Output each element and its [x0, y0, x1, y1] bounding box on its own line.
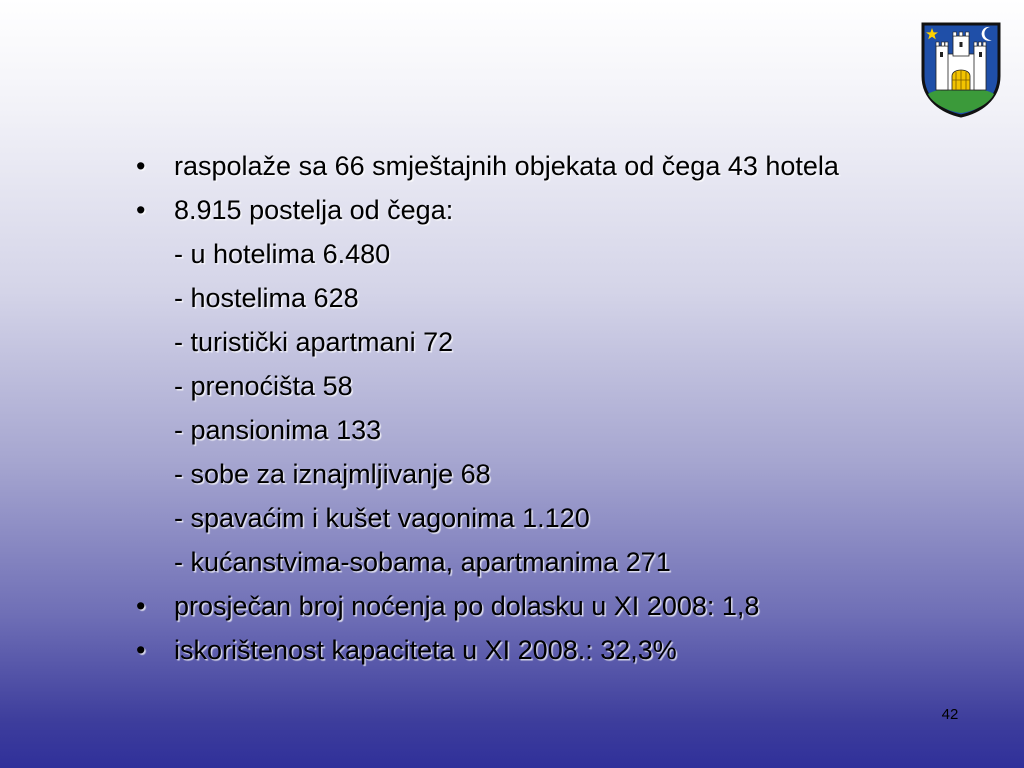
bullet-item: [136, 634, 976, 666]
coat-of-arms-icon: [919, 20, 1003, 118]
sub-item-text: - kućanstvima-sobama, apartmanima 271: [174, 547, 671, 577]
bullet-text: 8.915 postelja od čega:: [174, 195, 454, 225]
sub-item: [136, 414, 976, 446]
sub-item: [136, 370, 976, 402]
sub-item-text: - sobe za iznajmljivanje 68: [174, 459, 491, 489]
sub-item-text: - hostelima 628: [174, 283, 359, 313]
sub-item-text: - spavaćim i kušet vagonima 1.120: [174, 503, 590, 533]
sub-item: [136, 458, 976, 490]
bullet-marker: •: [136, 151, 146, 181]
bullet-text: raspolaže sa 66 smještajnih objekata od čega 43 hotela: [174, 151, 839, 181]
bullet-item: [136, 590, 976, 622]
bullet-item: [136, 194, 976, 226]
bullet-marker: •: [136, 195, 146, 225]
sub-item: [136, 326, 976, 358]
bullet-text: prosječan broj noćenja po dolasku u XI 2008: 1,8: [174, 591, 760, 621]
bullet-marker: •: [136, 635, 146, 665]
sub-item: [136, 238, 976, 270]
sub-item-text: - prenoćišta 58: [174, 371, 353, 401]
sub-item: [136, 282, 976, 314]
bullet-marker: •: [136, 591, 146, 621]
sub-item-text: - u hotelima 6.480: [174, 239, 391, 269]
bullet-text: iskorištenost kapaciteta u XI 2008.: 32,3%: [174, 635, 677, 665]
sub-item-text: - pansionima 133: [174, 415, 382, 445]
coat-of-arms-logo: [919, 20, 1003, 118]
bullet-item: [136, 150, 976, 182]
slide-body: [136, 150, 976, 666]
page-number: 42: [941, 706, 959, 723]
sub-item-text: - turistički apartmani 72: [174, 327, 454, 357]
sub-item: [136, 502, 976, 534]
sub-item: [136, 546, 976, 578]
